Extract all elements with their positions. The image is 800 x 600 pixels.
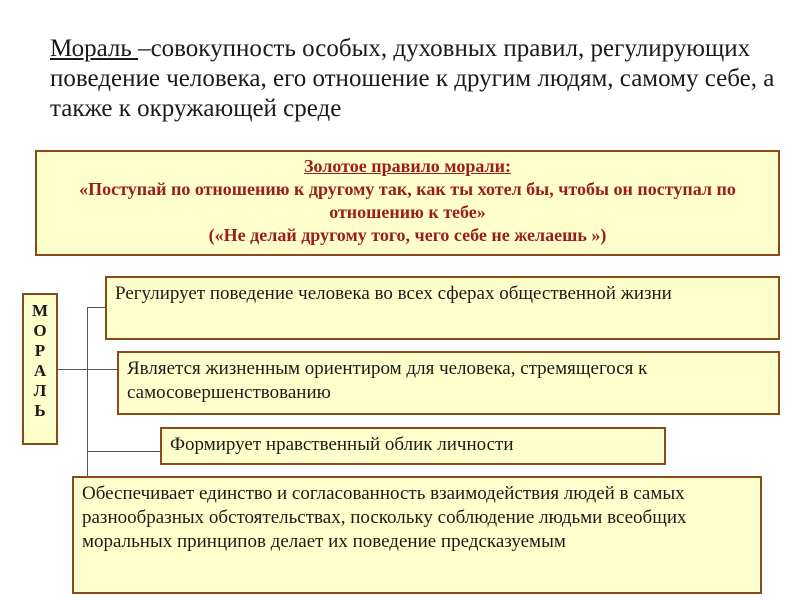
definition-term: Мораль bbox=[50, 35, 139, 62]
function-box-forms-character: Формирует нравственный облик личности bbox=[160, 427, 666, 465]
moral-vertical-label bbox=[22, 293, 58, 445]
definition-body: –совокупность особых, духовных правил, регулирующих поведение человека, его отношение к другим людям, самому себе, а также к окружающей среде bbox=[50, 35, 775, 122]
connector-item-1 bbox=[87, 307, 105, 308]
definition-text bbox=[50, 34, 790, 124]
moral-letter: Ь bbox=[34, 401, 46, 420]
moral-letter: М bbox=[31, 301, 49, 320]
function-box-orientation: Является жизненным ориентиром для человека, стремящегося к самосовершенствованию bbox=[117, 351, 780, 415]
moral-letter: О bbox=[33, 321, 47, 340]
function-box-unity: Обеспечивает единство и согласованность взаимодействия людей в самых разнообразных обстоятельствах, поскольку соблюдение людьми всеобщих моральных принципов делает их поведение предсказуемым bbox=[72, 476, 762, 594]
moral-letter: Л bbox=[33, 381, 47, 400]
golden-rule-box bbox=[35, 150, 780, 256]
golden-rule-quote: «Поступай по отношению к другому так, как ты хотел бы, чтобы он поступал по отношению к тебе» bbox=[79, 179, 736, 222]
function-box-regulates: Регулирует поведение человека во всех сферах общественной жизни bbox=[105, 276, 780, 340]
golden-rule-title: Золотое правило морали: bbox=[304, 156, 511, 176]
golden-rule-subtitle: («Не делай другому того, чего себе не желаешь ») bbox=[208, 225, 607, 245]
moral-letter: Р bbox=[34, 341, 46, 360]
connector-label bbox=[58, 369, 117, 370]
moral-letter: А bbox=[33, 361, 47, 380]
connector-item-3 bbox=[87, 451, 160, 452]
